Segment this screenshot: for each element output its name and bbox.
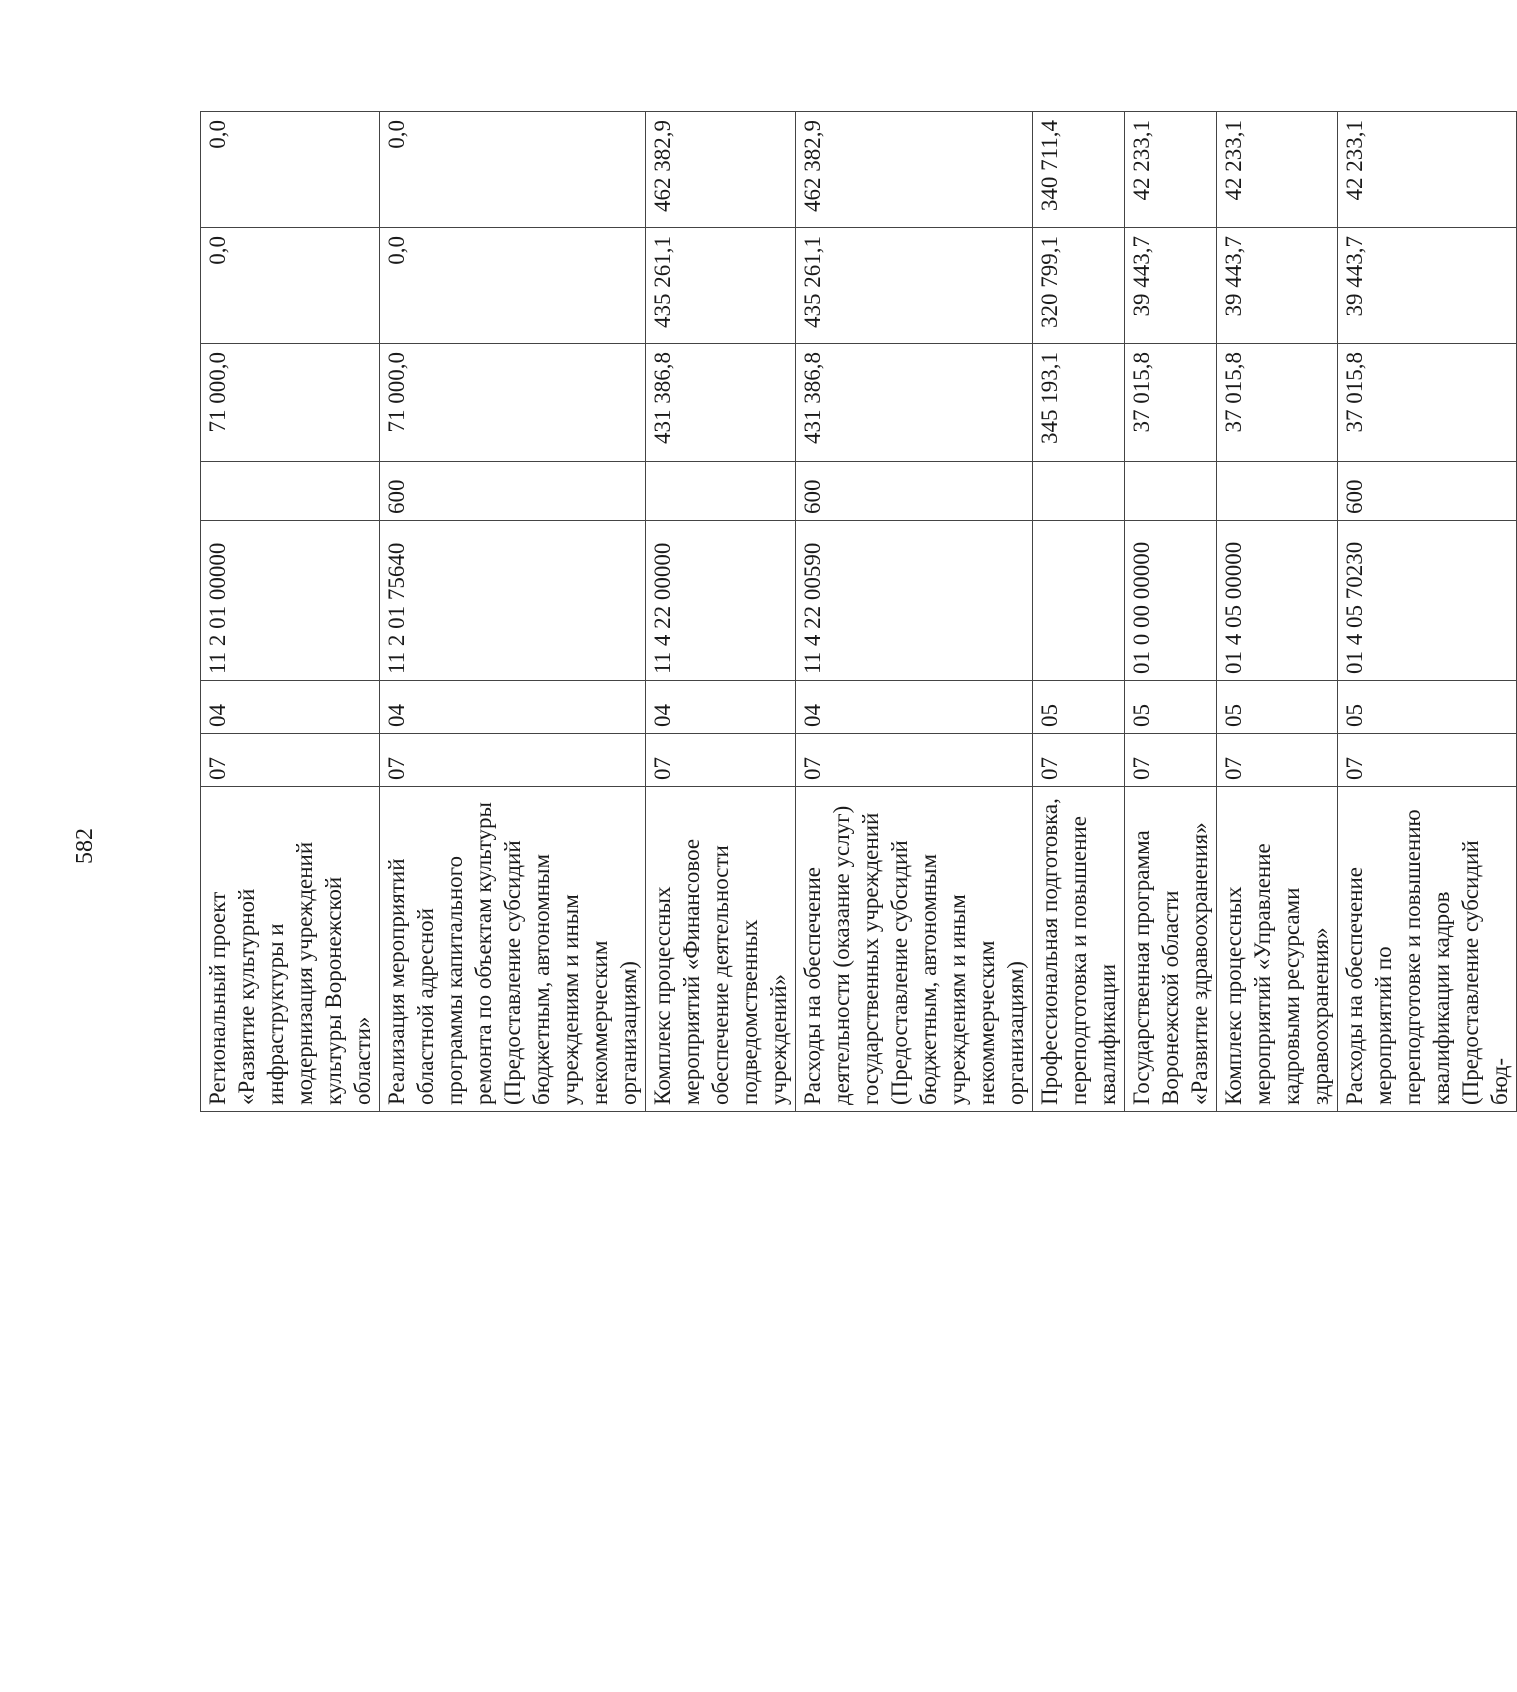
expense-type-code: 600 bbox=[380, 462, 646, 521]
section-code: 07 bbox=[1338, 734, 1517, 787]
budget-table bbox=[200, 111, 1517, 1112]
expense-name: Расходы на обеспечение мероприятий по переподготовке и повышению квалификации кадров (Предоставление субсидий бюд- bbox=[1338, 787, 1517, 1112]
amount-year-3: 462 382,9 bbox=[796, 112, 1033, 228]
section-code: 07 bbox=[1217, 734, 1338, 787]
expense-name: Региональный проект «Развитие культурной инфраструктуры и модернизация учреждений культуры Воронежской области» bbox=[201, 787, 380, 1112]
amount-year-1: 431 386,8 bbox=[796, 344, 1033, 462]
table-row bbox=[380, 112, 646, 1112]
table-row bbox=[1125, 112, 1217, 1112]
amount-year-1: 71 000,0 bbox=[380, 344, 646, 462]
amount-year-2: 0,0 bbox=[380, 228, 646, 344]
amount-year-2: 39 443,7 bbox=[1338, 228, 1517, 344]
amount-year-2: 320 799,1 bbox=[1033, 228, 1125, 344]
subsection-code: 04 bbox=[796, 681, 1033, 734]
section-code: 07 bbox=[796, 734, 1033, 787]
expense-type-code: 600 bbox=[1338, 462, 1517, 521]
amount-year-2: 39 443,7 bbox=[1125, 228, 1217, 344]
target-article-code bbox=[1033, 521, 1125, 681]
amount-year-1: 71 000,0 bbox=[201, 344, 380, 462]
expense-name: Комплекс процессных мероприятий «Финансовое обеспечение деятельности подведомственных учреждений» bbox=[646, 787, 796, 1112]
subsection-code: 04 bbox=[646, 681, 796, 734]
subsection-code: 05 bbox=[1217, 681, 1338, 734]
amount-year-3: 42 233,1 bbox=[1338, 112, 1517, 228]
amount-year-2: 435 261,1 bbox=[796, 228, 1033, 344]
section-code: 07 bbox=[1033, 734, 1125, 787]
expense-type-code: 600 bbox=[796, 462, 1033, 521]
expense-name: Реализация мероприятий областной адресной программы капитального ремонта по объектам культуры (Предоставление субсидий бюджетным, автономным учреждениям и иным некоммерческим организациям) bbox=[380, 787, 646, 1112]
table-row bbox=[1217, 112, 1338, 1112]
target-article-code: 11 4 22 00000 bbox=[646, 521, 796, 681]
expense-type-code bbox=[1033, 462, 1125, 521]
table-row bbox=[201, 112, 380, 1112]
section-code: 07 bbox=[646, 734, 796, 787]
expense-type-code bbox=[1125, 462, 1217, 521]
amount-year-1: 37 015,8 bbox=[1125, 344, 1217, 462]
subsection-code: 04 bbox=[201, 681, 380, 734]
target-article-code: 01 4 05 70230 bbox=[1338, 521, 1517, 681]
amount-year-3: 462 382,9 bbox=[646, 112, 796, 228]
expense-name: Профессиональная подготовка, переподготовка и повышение квалификации bbox=[1033, 787, 1125, 1112]
section-code: 07 bbox=[201, 734, 380, 787]
amount-year-3: 0,0 bbox=[201, 112, 380, 228]
table-row bbox=[646, 112, 796, 1112]
target-article-code: 01 4 05 00000 bbox=[1217, 521, 1338, 681]
target-article-code: 11 2 01 75640 bbox=[380, 521, 646, 681]
target-article-code: 11 4 22 00590 bbox=[796, 521, 1033, 681]
amount-year-1: 37 015,8 bbox=[1338, 344, 1517, 462]
table-row bbox=[1033, 112, 1125, 1112]
expense-type-code bbox=[646, 462, 796, 521]
table-row bbox=[1338, 112, 1517, 1112]
expense-type-code bbox=[1217, 462, 1338, 521]
subsection-code: 05 bbox=[1033, 681, 1125, 734]
subsection-code: 05 bbox=[1338, 681, 1517, 734]
amount-year-3: 340 711,4 bbox=[1033, 112, 1125, 228]
section-code: 07 bbox=[380, 734, 646, 787]
amount-year-2: 435 261,1 bbox=[646, 228, 796, 344]
amount-year-3: 42 233,1 bbox=[1217, 112, 1338, 228]
section-code: 07 bbox=[1125, 734, 1217, 787]
expense-name: Расходы на обеспечение деятельности (оказание услуг) государственных учреждений (Предоставление субсидий бюджетным, автономным учреждениям и иным некоммерческим организациям) bbox=[796, 787, 1033, 1112]
expense-name: Комплекс процессных мероприятий «Управление кадровыми ресурсами здравоохранения» bbox=[1217, 787, 1338, 1112]
rotated-table-frame bbox=[200, 112, 1512, 1112]
amount-year-2: 0,0 bbox=[201, 228, 380, 344]
page-number: 582 bbox=[72, 828, 98, 864]
amount-year-3: 42 233,1 bbox=[1125, 112, 1217, 228]
subsection-code: 05 bbox=[1125, 681, 1217, 734]
expense-type-code bbox=[201, 462, 380, 521]
amount-year-3: 0,0 bbox=[380, 112, 646, 228]
amount-year-1: 431 386,8 bbox=[646, 344, 796, 462]
subsection-code: 04 bbox=[380, 681, 646, 734]
amount-year-1: 345 193,1 bbox=[1033, 344, 1125, 462]
amount-year-1: 37 015,8 bbox=[1217, 344, 1338, 462]
budget-table-container bbox=[200, 112, 1512, 1112]
target-article-code: 11 2 01 00000 bbox=[201, 521, 380, 681]
target-article-code: 01 0 00 00000 bbox=[1125, 521, 1217, 681]
table-row bbox=[796, 112, 1033, 1112]
expense-name: Государственная программа Воронежской области «Развитие здравоохранения» bbox=[1125, 787, 1217, 1112]
amount-year-2: 39 443,7 bbox=[1217, 228, 1338, 344]
